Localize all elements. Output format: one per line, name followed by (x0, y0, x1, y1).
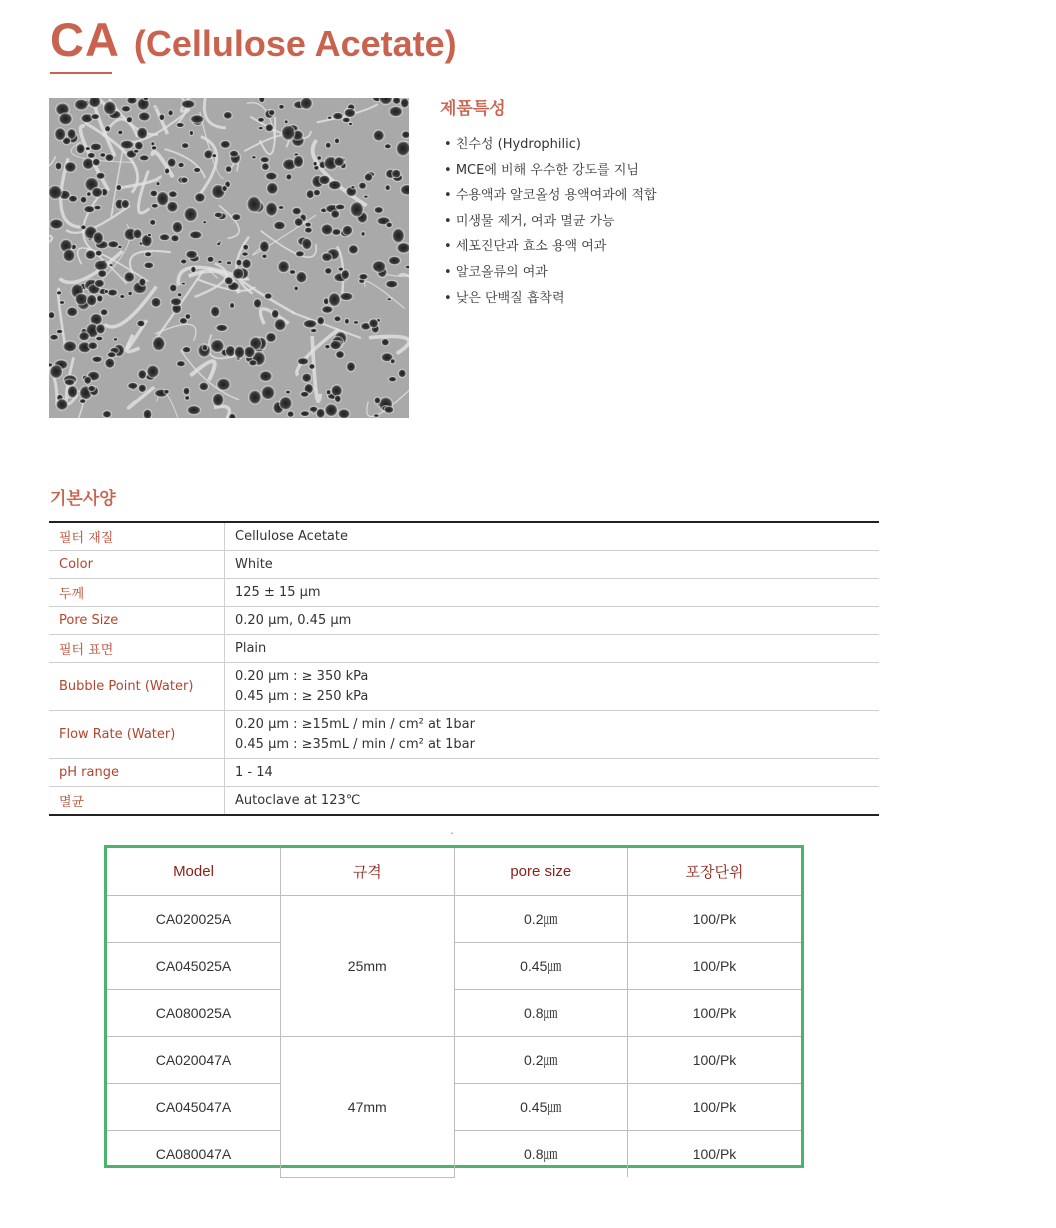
model-pore: 0.8㎛ (454, 990, 628, 1037)
spec-value-line: 1 - 14 (235, 764, 273, 780)
model-code: CA080025A (107, 990, 281, 1037)
model-table (107, 848, 801, 1178)
spec-value-line: White (235, 556, 273, 572)
model-pack: 100/Pk (628, 1131, 802, 1178)
header-model: Model (107, 848, 281, 896)
model-size: 25mm (281, 896, 455, 1037)
spec-row (49, 551, 879, 579)
spec-value-line: 0.20 μm, 0.45 μm (235, 612, 352, 628)
spec-value (225, 522, 880, 551)
spec-table (49, 521, 879, 816)
table-row (107, 990, 801, 1037)
page-title (50, 12, 457, 67)
spec-row (49, 711, 879, 759)
header-pack-unit: 포장단위 (628, 848, 802, 896)
spec-value (225, 551, 880, 579)
title-main: CA (50, 13, 120, 66)
spec-row (49, 522, 879, 551)
model-pack: 100/Pk (628, 990, 802, 1037)
spec-key: 멸균 (49, 787, 225, 816)
spec-row (49, 759, 879, 787)
feature-item: • 미생물 제거, 여과 멸균 가능 (444, 209, 657, 235)
spec-row (49, 635, 879, 663)
spec-key: 두께 (49, 579, 225, 607)
spec-row (49, 787, 879, 816)
title-underline (50, 72, 112, 74)
model-code: CA045025A (107, 943, 281, 990)
model-pack: 100/Pk (628, 1037, 802, 1084)
model-pore: 0.2㎛ (454, 896, 628, 943)
model-pack: 100/Pk (628, 896, 802, 943)
model-code: CA045047A (107, 1084, 281, 1131)
decor-mark: ˇ (450, 832, 454, 841)
spec-value-line: 0.20 μm : ≥15mL / min / cm² at 1bar (235, 716, 475, 732)
feature-item: • MCE에 비해 우수한 강도를 지님 (444, 158, 657, 184)
spec-key: Flow Rate (Water) (49, 711, 225, 759)
features-list (444, 132, 657, 311)
model-size: 47mm (281, 1037, 455, 1178)
spec-value-line: 0.45 μm : ≥ 250 kPa (235, 688, 369, 704)
header-pore-size: pore size (454, 848, 628, 896)
features-heading: 제품특성 (440, 99, 506, 119)
spec-key: Color (49, 551, 225, 579)
header-size: 규격 (281, 848, 455, 896)
spec-value (225, 787, 880, 816)
spec-value (225, 635, 880, 663)
spec-key: pH range (49, 759, 225, 787)
spec-key: 필터 재질 (49, 522, 225, 551)
spec-row (49, 663, 879, 711)
table-row (107, 943, 801, 990)
feature-item: • 알코올류의 여과 (444, 260, 657, 286)
table-row (107, 896, 801, 943)
spec-value-line: 125 ± 15 μm (235, 584, 321, 600)
feature-item: • 세포진단과 효소 용액 여과 (444, 234, 657, 260)
spec-value (225, 663, 880, 711)
table-row (107, 1084, 801, 1131)
spec-value-line: Cellulose Acetate (235, 528, 348, 544)
model-code: CA020025A (107, 896, 281, 943)
feature-item: • 친수성 (Hydrophilic) (444, 132, 657, 158)
spec-value-line: Autoclave at 123℃ (235, 792, 361, 808)
membrane-photo (49, 98, 409, 418)
model-code: CA020047A (107, 1037, 281, 1084)
model-code: CA080047A (107, 1131, 281, 1178)
model-pore: 0.45㎛ (454, 943, 628, 990)
model-table-box (104, 845, 804, 1168)
feature-item: • 수용액과 알코올성 용액여과에 적합 (444, 183, 657, 209)
spec-value (225, 711, 880, 759)
spec-row (49, 579, 879, 607)
spec-value (225, 607, 880, 635)
spec-value-line: 0.20 μm : ≥ 350 kPa (235, 668, 369, 684)
title-sub: (Cellulose Acetate) (133, 23, 457, 64)
spec-key: Pore Size (49, 607, 225, 635)
model-pore: 0.2㎛ (454, 1037, 628, 1084)
spec-value (225, 579, 880, 607)
feature-item: • 낮은 단백질 흡착력 (444, 286, 657, 312)
spec-value-line: 0.45 μm : ≥35mL / min / cm² at 1bar (235, 736, 475, 752)
model-pack: 100/Pk (628, 943, 802, 990)
spec-row (49, 607, 879, 635)
spec-value (225, 759, 880, 787)
table-row (107, 1037, 801, 1084)
spec-key: 필터 표면 (49, 635, 225, 663)
table-row (107, 1131, 801, 1178)
spec-key: Bubble Point (Water) (49, 663, 225, 711)
spec-value-line: Plain (235, 640, 267, 656)
model-pore: 0.45㎛ (454, 1084, 628, 1131)
model-pack: 100/Pk (628, 1084, 802, 1131)
model-header-row (107, 848, 801, 896)
model-pore: 0.8㎛ (454, 1131, 628, 1178)
spec-heading: 기본사양 (50, 489, 116, 509)
